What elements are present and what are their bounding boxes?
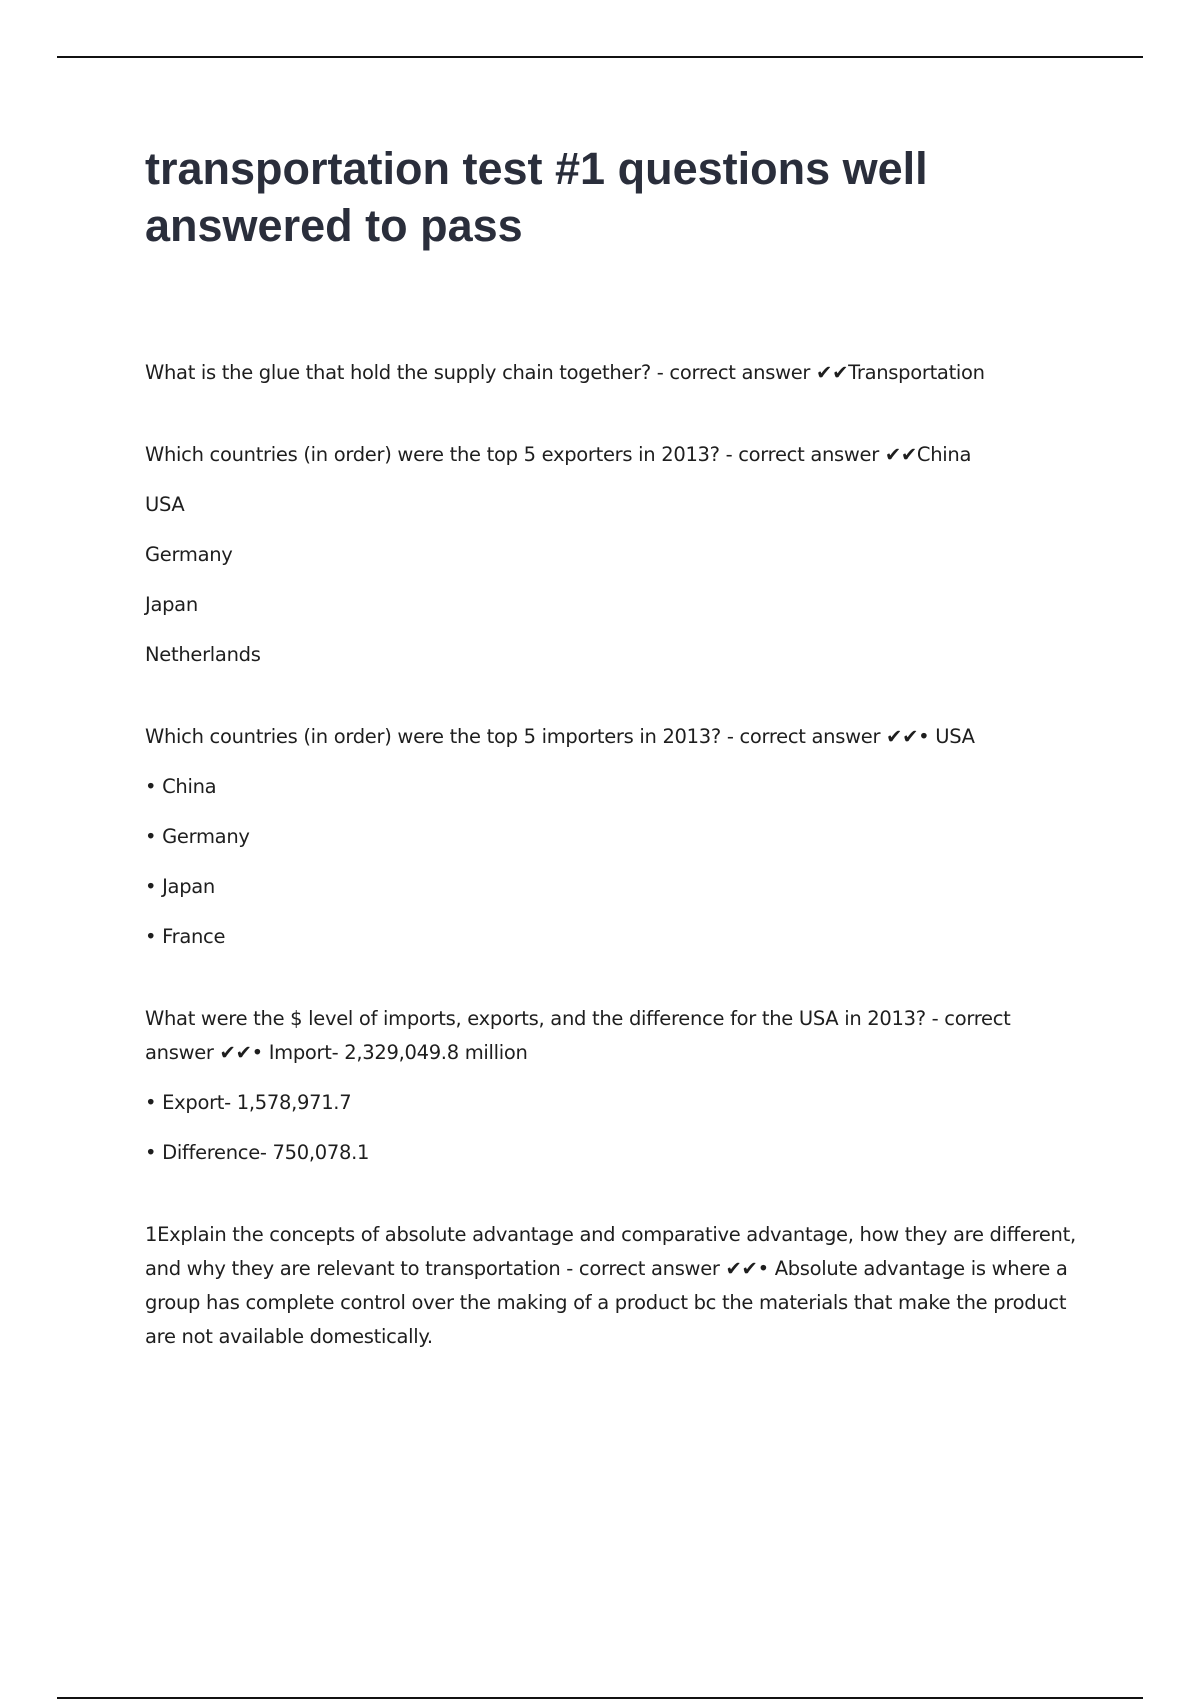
answer-list-item: Netherlands — [145, 643, 261, 666]
answer-list-item: USA — [145, 493, 185, 516]
answer-list-item: • China — [145, 775, 217, 798]
qa-list — [145, 356, 1085, 1354]
qa-item — [145, 1218, 1085, 1354]
qa-item — [145, 438, 1085, 672]
bottom-divider — [57, 1697, 1143, 1699]
question-answer-text: What were the $ level of imports, exports, and the difference for the USA in 2013? - correct answer ✔✔• Import- 2,329,049.8 million — [145, 1007, 1011, 1064]
question-answer-text: Which countries (in order) were the top 5 importers in 2013? - correct answer ✔✔• USA — [145, 725, 975, 748]
answer-list-item: • Difference- 750,078.1 — [145, 1141, 370, 1164]
document-title: transportation test #1 questions well answered to pass — [145, 143, 928, 251]
answer-list-item: Japan — [145, 593, 198, 616]
answer-list-item: • Japan — [145, 875, 215, 898]
answer-list-item: • Export- 1,578,971.7 — [145, 1091, 352, 1114]
answer-list-item: Germany — [145, 543, 233, 566]
question-answer-text: 1Explain the concepts of absolute advantage and comparative advantage, how they are different, and why they are relevant to transportation - correct answer ✔✔• Absolute advantage is where a group has complete control over the making of a product bc the materials that make the product are not available domestically. — [145, 1223, 1076, 1348]
question-answer-text: What is the glue that hold the supply chain together? - correct answer ✔✔Transportation — [145, 361, 985, 384]
document-body — [145, 140, 1085, 1402]
top-divider — [57, 56, 1143, 58]
qa-item — [145, 1002, 1085, 1170]
qa-item — [145, 720, 1085, 954]
answer-list-item: • France — [145, 925, 226, 948]
question-answer-text: Which countries (in order) were the top 5 exporters in 2013? - correct answer ✔✔China — [145, 443, 972, 466]
qa-item — [145, 356, 1085, 390]
answer-list-item: • Germany — [145, 825, 250, 848]
